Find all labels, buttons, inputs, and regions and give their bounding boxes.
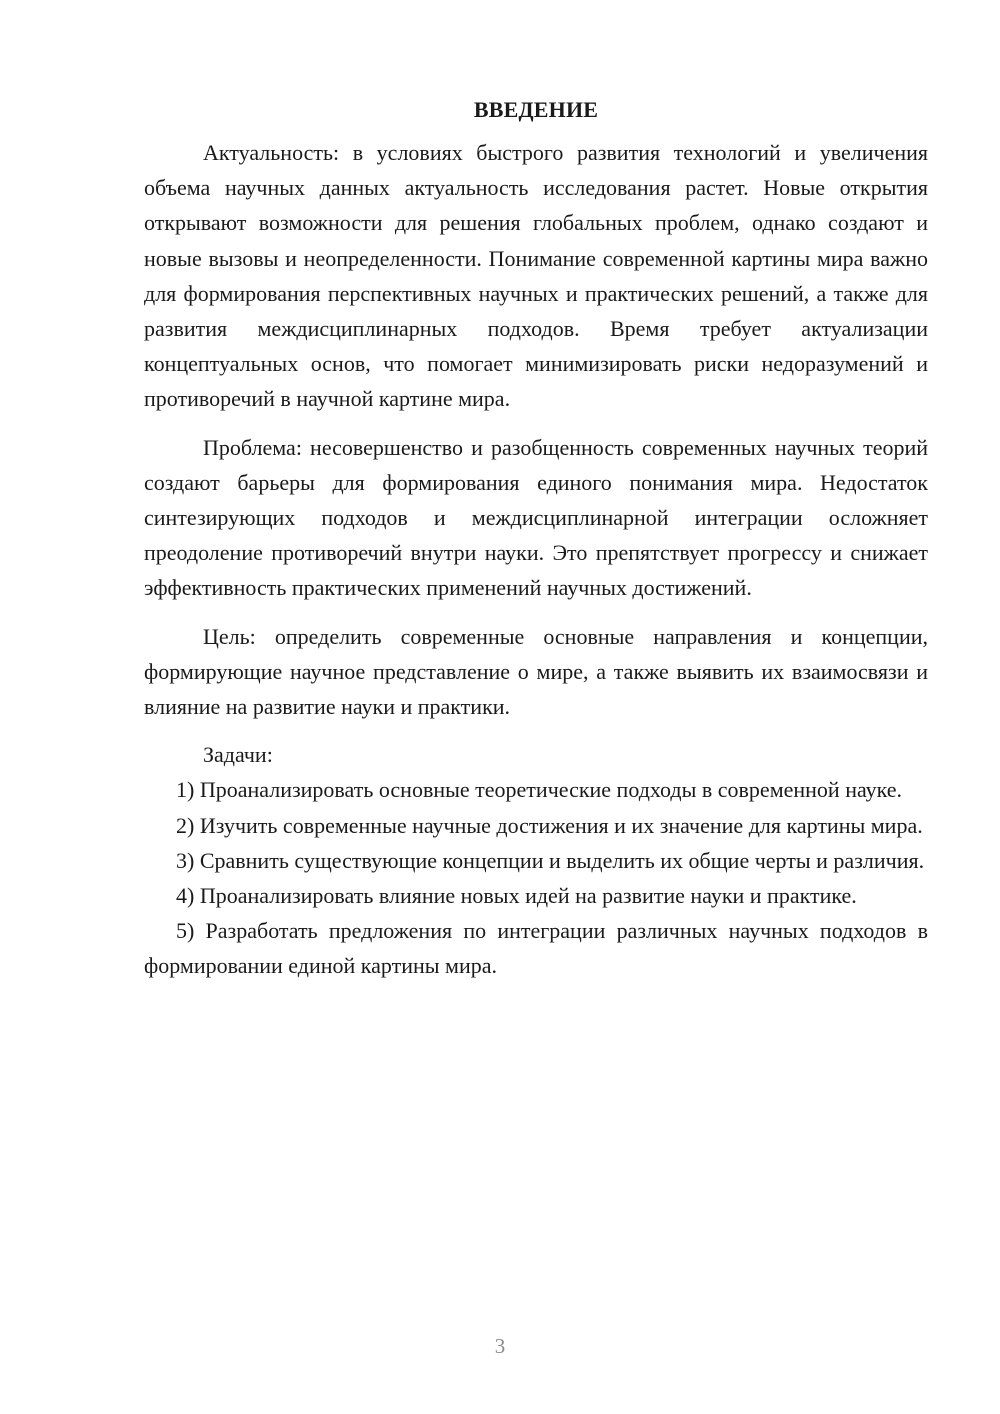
page-content xyxy=(144,92,928,984)
task-item: 1) Проанализировать основные теоретические подходы в современной науке. xyxy=(176,777,903,803)
relevance-paragraph: Актуальность: в условиях быстрого развития технологий и увеличения объема научных данных актуальность исследования растет. Новые открытия открывают возможности для решения глобальных проблем, однако создают и новые вызовы и неопределенности. Понимание современной картины мира важно для формирования перспективных научных и практических решений, а также для развития междисциплинарных подходов. Время требует актуализации концептуальных основ, что помогает минимизировать риски недоразумений и противоречий в научной картине мира. xyxy=(144,140,928,412)
page-number: 3 xyxy=(494,1334,506,1358)
task-item: 5) Разработать предложения по интеграции различных научных подходов в формировании единой картины мира. xyxy=(144,918,928,979)
problem-paragraph: Проблема: несовершенство и разобщенность современных научных теорий создают барьеры для формирования единого понимания мира. Недостаток синтезирующих подходов и междисциплинарной интеграции осложняет преодоление противоречий внутри науки. Это препятствует прогрессу и снижает эффективность практических применений научных достижений. xyxy=(144,434,928,601)
task-item: 3) Сравнить существующие концепции и выделить их общие черты и различия. xyxy=(176,847,925,873)
tasks-heading: Задачи: xyxy=(203,742,273,768)
section-title: ВВЕДЕНИЕ xyxy=(473,97,599,122)
goal-paragraph: Цель: определить современные основные направления и концепции, формирующие научное представление о мире, а также выявить их взаимосвязи и влияние на развитие науки и практики. xyxy=(144,623,928,720)
task-item: 2) Изучить современные научные достижения и их значение для картины мира. xyxy=(176,812,923,838)
task-item: 4) Проанализировать влияние новых идей на развитие науки и практике. xyxy=(176,883,857,909)
